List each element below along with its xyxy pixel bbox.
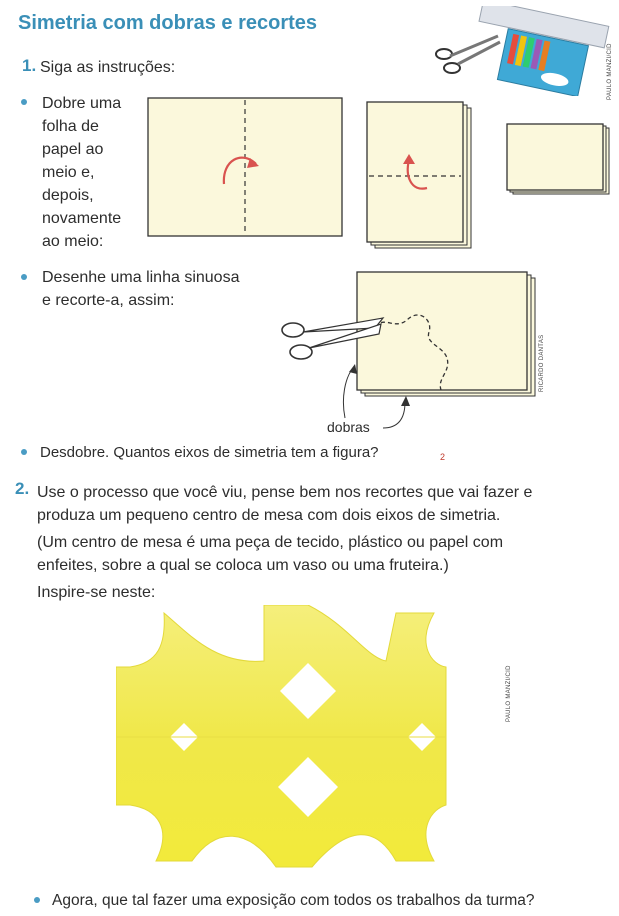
page-title: Simetria com dobras e recortes [18, 12, 318, 34]
question-1-instruction: Siga as instruções: [40, 59, 176, 76]
centerpiece-illustration [116, 605, 506, 869]
step-3-answer: 2 [440, 452, 446, 462]
bullet-step-1 [21, 99, 27, 105]
fold-step-3-illustration [505, 122, 613, 196]
bullet-step-3 [21, 449, 27, 455]
step-1-text: Dobre uma folha de papel ao meio e, depois, novamente ao meio: [42, 95, 122, 250]
step-3-text: Desdobre. Quantos eixos de simetria tem a figura? [40, 444, 379, 461]
step-2-text: Desenhe uma linha sinuosa e recorte-a, assim: [42, 269, 240, 309]
question-2-number: 2. [15, 479, 30, 498]
question-2-text: Use o processo que você viu, pense bem nos recortes que vai fazer e produza um pequeno centro de mesa com dois eixos de simetria. (Um centro de mesa é uma peça de tecido, plástico ou papel com enfeites, sobre a qual se coloca um vaso ou uma fruteira.) Inspire-se neste: [37, 484, 533, 601]
image-credit-bottom: PAULO MANZI/CID [506, 665, 512, 722]
scissors-icon [436, 36, 500, 73]
fold-step-1-illustration [146, 96, 346, 240]
bullet-final [34, 897, 40, 903]
image-credit-top: PAULO MANZI/CID [607, 43, 613, 100]
image-credit-middle: RICARDO DANTAS [539, 334, 545, 392]
final-question: Agora, que tal fazer uma exposição com todos os trabalhos da turma? [52, 892, 535, 909]
scissors-crayons-illustration [430, 6, 610, 96]
bullet-step-2 [21, 274, 27, 280]
fold-label: dobras [327, 419, 370, 435]
cutting-illustration [275, 268, 545, 438]
fold-step-2-illustration [365, 100, 475, 250]
question-1-number: 1. [22, 56, 37, 75]
